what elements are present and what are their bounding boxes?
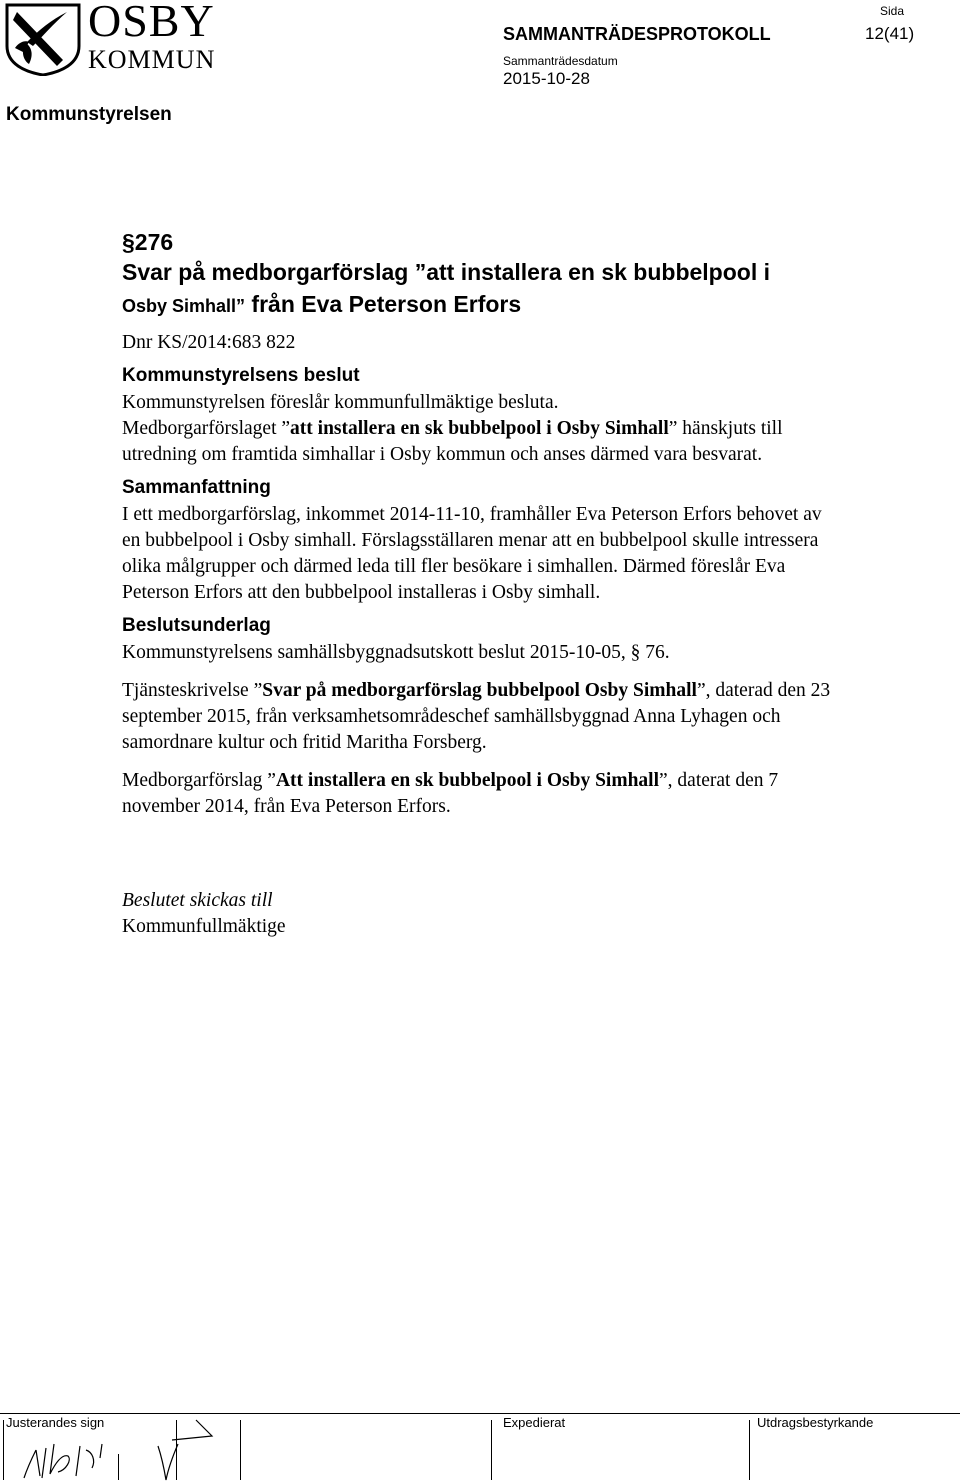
basis-item-1: Kommunstyrelsens samhällsbyggnadsutskott beslut 2015-10-05, § 76. <box>122 642 670 663</box>
basis-heading: Beslutsunderlag <box>122 615 271 636</box>
section-title-line1: Svar på medborgarförslag ”att installera en sk bubbelpool i <box>122 259 770 285</box>
sent-to-recipient: Kommunfullmäktige <box>122 916 286 937</box>
footer-divider <box>0 1413 960 1414</box>
footer-box-divider-4 <box>491 1420 492 1480</box>
diary-number: Dnr KS/2014:683 822 <box>122 332 296 353</box>
paragraph-sign-icon: § <box>122 229 135 255</box>
basis-item-3 <box>122 768 842 820</box>
section-title-osby-simhall: Osby Simhall” <box>122 296 246 316</box>
decision-proposal-name: att installera en sk bubbelpool i Osby Simhall <box>290 418 669 439</box>
minutes-section <box>122 228 842 940</box>
page-number: 12(41) <box>865 24 915 43</box>
summary-text: I ett medborgarförslag, inkommet 2014-11-10, framhåller Eva Peterson Erfors behovet av en bubbelpool i Osby simhall. Förslagsställaren menar att en bubbelpool skulle intressera olika målgrupper och därmed leda till fler besökare i simhallen. Därmed föreslår Eva Peterson Erfors att den bubbelpool installeras i Osby simhall. <box>122 504 822 603</box>
sent-to-heading: Beslutet skickas till <box>122 890 273 911</box>
document-type: SAMMANTRÄDESPROTOKOLL <box>503 24 771 44</box>
footer-label-sign: Justerandes sign <box>6 1415 105 1430</box>
basis-item-3-a: Medborgarförslag ” <box>122 770 276 791</box>
section-title-author: från Eva Peterson Erfors <box>245 291 522 317</box>
section-title-line2 <box>122 288 842 322</box>
basis-item-3-c: ”, daterat den 7 november 2014, från Eva Peterson Erfors. <box>122 770 779 817</box>
decision-paragraph-2 <box>122 416 842 468</box>
footer-border-left <box>3 1420 4 1480</box>
meeting-date-value: 2015-10-28 <box>503 69 590 88</box>
section-number-value: 276 <box>134 229 174 255</box>
decision-paragraph-1: Kommunstyrelsen föreslår kommunfullmäktige besluta. <box>122 392 559 413</box>
signature-initials-icon <box>6 1418 242 1482</box>
basis-item-2-c: ”, daterad den 23 september 2015, från verksamhetsområdeschef samhällsbyggnad Anna Lyhagen och samordnare kultur och fritid Maritha Forsberg. <box>122 680 831 753</box>
basis-item-3-title: Att installera en sk bubbelpool i Osby Simhall <box>275 770 660 791</box>
summary-heading: Sammanfattning <box>122 477 271 498</box>
basis-item-2-a: Tjänsteskrivelse ” <box>122 680 263 701</box>
basis-item-2-title: Svar på medborgarförslag bubbelpool Osby Simhall <box>262 680 697 701</box>
osby-logo-icon <box>3 2 83 76</box>
page-label: Sida <box>880 4 905 18</box>
logo-text-osby: OSBY <box>88 0 215 46</box>
basis-item-2 <box>122 678 842 756</box>
meeting-date-label: Sammanträdesdatum <box>503 54 618 68</box>
logo-text-kommun: KOMMUN <box>88 45 216 74</box>
decision-heading: Kommunstyrelsens beslut <box>122 365 360 386</box>
footer-label-expedited: Expedierat <box>503 1415 566 1430</box>
decision-text-a: Medborgarförslaget ” <box>122 418 291 439</box>
section-number <box>122 228 842 256</box>
decision-text-c: ” hänskjuts till utredning om framtida simhallar i Osby kommun och anses därmed vara besvarat. <box>122 418 783 465</box>
organization-name: Kommunstyrelsen <box>6 104 172 125</box>
footer-label-certified: Utdragsbestyrkande <box>757 1415 874 1430</box>
footer-box-divider-5 <box>749 1420 750 1480</box>
